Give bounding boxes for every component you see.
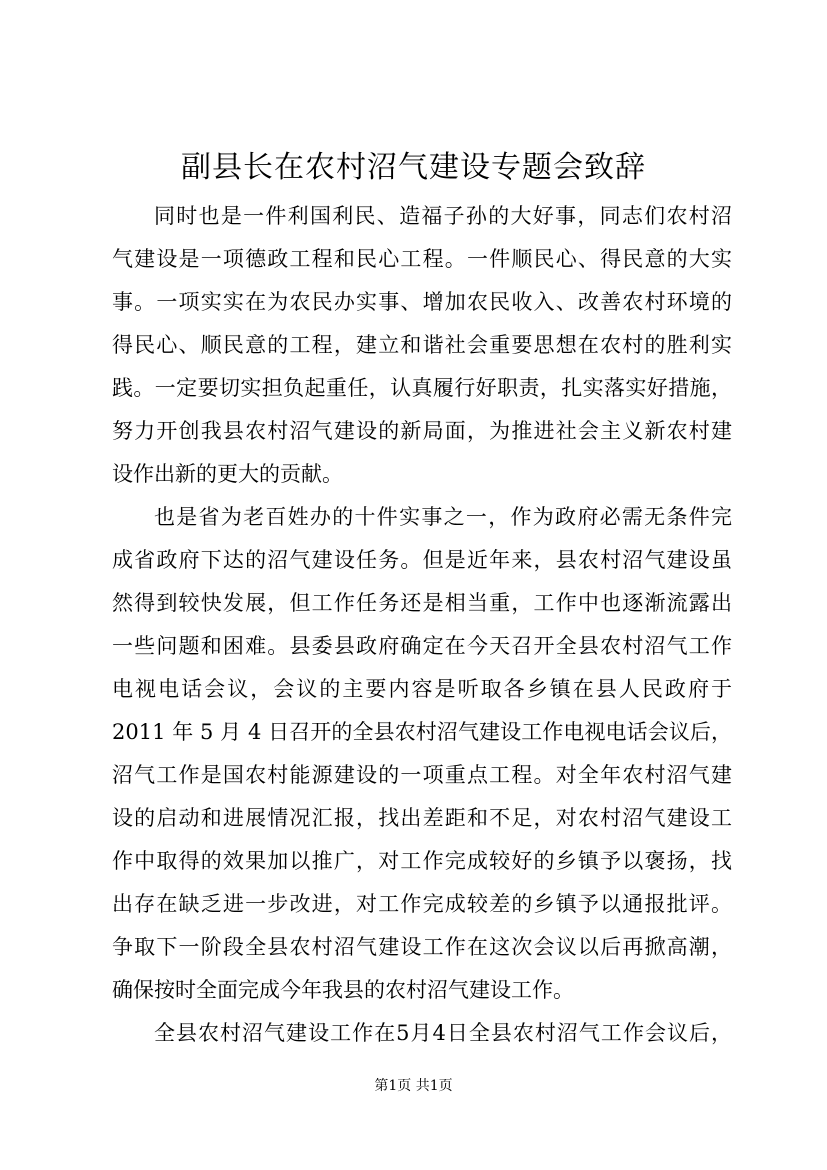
paragraph-1-line-3: 事。一项实实在为农民办实事、增加农民收入、改善农村环境的 bbox=[112, 290, 732, 314]
paragraph-3-line-1: 全县农村沼气建设工作在5月4日全县农村沼气工作会议后， bbox=[154, 1021, 732, 1045]
paragraph-1-line-6: 努力开创我县农村沼气建设的新局面，为推进社会主义新农村建 bbox=[112, 419, 732, 443]
document-title: 副县长在农村沼气建设专题会致辞 bbox=[181, 150, 646, 185]
paragraph-2-line-12: 确保按时全面完成今年我县的农村沼气建设工作。 bbox=[112, 978, 574, 1002]
page-footer: 第1页 共1页 bbox=[374, 1078, 453, 1094]
paragraph-2-line-7: 沼气工作是国农村能源建设的一项重点工程。对全年农村沼气建 bbox=[112, 763, 732, 787]
paragraph-1-line-1: 同时也是一件利国利民、造福子孙的大好事，同志们农村沼 bbox=[154, 204, 732, 228]
paragraph-2-line-11: 争取下一阶段全县农村沼气建设工作在这次会议以后再掀高潮， bbox=[112, 935, 732, 959]
paragraph-2-line-9: 作中取得的效果加以推广，对工作完成较好的乡镇予以褒扬，找 bbox=[112, 849, 732, 873]
paragraph-2-line-1: 也是省为老百姓办的十件实事之一，作为政府必需无条件完 bbox=[154, 505, 732, 529]
paragraph-1-line-7: 设作出新的更大的贡献。 bbox=[112, 462, 343, 486]
paragraph-2-line-5: 电视电话会议，会议的主要内容是听取各乡镇在县人民政府于 bbox=[112, 677, 732, 701]
paragraph-1-line-4: 得民心、顺民意的工程，建立和谐社会重要思想在农村的胜利实 bbox=[112, 333, 732, 357]
paragraph-2-line-10: 出存在缺乏进一步改进，对工作完成较差的乡镇予以通报批评。 bbox=[112, 892, 732, 916]
paragraph-2-line-4: 一些问题和困难。县委县政府确定在今天召开全县农村沼气工作 bbox=[112, 634, 732, 658]
paragraph-1-line-5: 践。一定要切实担负起重任，认真履行好职责，扎实落实好措施， bbox=[112, 376, 732, 400]
paragraph-2-line-8: 设的启动和进展情况汇报，找出差距和不足，对农村沼气建设工 bbox=[112, 806, 732, 830]
paragraph-1-line-2: 气建设是一项德政工程和民心工程。一件顺民心、得民意的大实 bbox=[112, 247, 732, 271]
paragraph-2-line-6: 2011 年 5 月 4 日召开的全县农村沼气建设工作电视电话会议后， bbox=[112, 720, 732, 744]
paragraph-2-line-3: 然得到较快发展，但工作任务还是相当重，工作中也逐渐流露出 bbox=[112, 591, 732, 615]
paragraph-2-line-2: 成省政府下达的沼气建设任务。但是近年来，县农村沼气建设虽 bbox=[112, 548, 732, 572]
